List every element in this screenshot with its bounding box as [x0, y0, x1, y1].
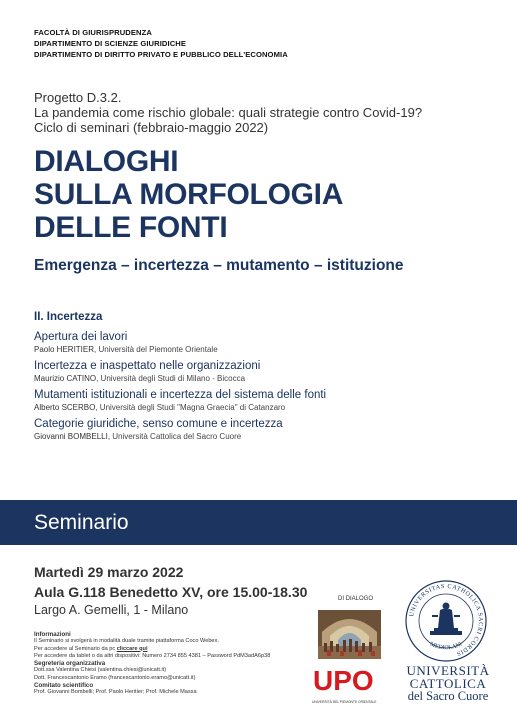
talk-title: Mutamenti istituzionali e incertezza del sistema delle fonti — [34, 389, 327, 401]
talk-speaker — [34, 431, 474, 442]
info-block — [34, 631, 314, 697]
upo-wordmark: UPO — [313, 665, 374, 693]
talk-speaker — [34, 344, 474, 355]
ucsc-line-2: CATTOLICA — [409, 676, 487, 691]
event-datetime — [34, 562, 307, 602]
talk-item — [34, 359, 474, 384]
secretariat-contact-2: Dott. Francescantonio Eramo (francescantonio.eramo@unicatt.it) — [34, 674, 196, 681]
event-date: Martedì 29 marzo 2022 — [34, 564, 184, 580]
event-room: Aula G.118 Benedetto XV, ore 15.00-18.30 — [34, 584, 308, 600]
section-heading: II. Incertezza — [34, 311, 103, 323]
talk-speaker — [34, 373, 474, 384]
department-line-2: DIPARTIMENTO DI DIRITTO PRIVATO E PUBBLICO DELL'ECONOMIA — [34, 50, 288, 59]
project-code: Progetto D.3.2. — [34, 90, 122, 105]
talk-list — [34, 328, 474, 446]
info-line-1: Il Seminario si svolgerà in modalità duale tramite piattaforma Coco Webex. — [34, 638, 219, 645]
talk-speaker — [34, 402, 474, 413]
upo-mark-icon — [312, 665, 380, 693]
ucsc-line-1: UNIVERSITÀ — [406, 663, 490, 678]
info-line-2 — [34, 646, 314, 653]
committee-heading: Comitato scientifico — [34, 682, 94, 690]
title-line-1: DIALOGHI — [34, 145, 179, 178]
svg-text:MEDIOLANI: MEDIOLANI — [428, 641, 464, 652]
speaker-institution: , Università degli Studi di Milano - Bicocca — [96, 374, 246, 383]
project-description — [34, 90, 422, 135]
speaker-institution: , Università del Piemonte Orientale — [94, 345, 218, 354]
secretariat-contact-1: Dott.ssa Valentina Chiesi (valentina.chiesi@unicatt.it) — [34, 667, 167, 674]
talk-title: Categorie giuridiche, senso comune e incertezza — [34, 418, 283, 430]
project-cycle: Ciclo di seminari (febbraio-maggio 2022) — [34, 120, 269, 135]
department-line-1: DIPARTIMENTO DI SCIENZE GIURIDICHE — [34, 39, 187, 48]
title-line-3: DELLE FONTI — [34, 211, 228, 244]
talk-title: Apertura dei lavori — [34, 331, 128, 343]
band-label: Seminario — [34, 511, 129, 534]
upo-logo — [312, 665, 380, 705]
info-line-2-prefix: Per accedere al Seminario da pc — [34, 645, 117, 652]
speaker-institution: , Università Cattolica del Sacro Cuore — [107, 432, 242, 441]
faculty-line: FACOLTÀ DI GIURISPRUDENZA — [34, 28, 152, 37]
upo-caption: UNIVERSITÀ DEL PIEMONTE ORIENTALE — [312, 700, 377, 704]
committee-members: Prof. Giovanni Bombelli; Prof. Paolo Heritier; Prof. Michele Massa — [34, 689, 197, 696]
info-line-3: Per accedere da tablet o da altri dispositivi: Numero 2734 855 4381 – Password PdM3adA6p38 — [34, 652, 271, 659]
talk-item — [34, 388, 474, 413]
project-topic: La pandemia come rischio globale: quali strategie contro Covid-19? — [34, 105, 423, 120]
school-of-athens-painting — [318, 610, 381, 659]
secretariat-heading: Segreteria organizzativa — [34, 660, 106, 668]
title-line-2: SULLA MORFOLOGIA — [34, 178, 344, 211]
speaker-institution: , Università degli Studi "Magna Graecia" di Catanzaro — [95, 403, 286, 412]
speaker-name: Giovanni BOMBELLI — [34, 432, 108, 441]
ucsc-name — [398, 664, 498, 703]
subtitle: Emergenza – incertezza – mutamento – istituzione — [34, 257, 404, 274]
talk-title: Incertezza e inaspettato nelle organizzazioni — [34, 360, 261, 372]
talk-item — [34, 330, 474, 355]
ucsc-line-3: del Sacro Cuore — [407, 689, 489, 703]
ucsc-seal-icon — [405, 580, 487, 662]
info-heading: Informazioni — [34, 631, 71, 638]
department-header — [34, 27, 288, 60]
speaker-name: Alberto SCERBO — [34, 403, 96, 412]
main-title — [34, 145, 343, 244]
talk-item — [34, 417, 474, 442]
svg-text:UNIVERSITAS CATHOLICA SACRI CO: UNIVERSITAS CATHOLICA SACRI CORDIS — [408, 582, 485, 658]
event-address: Largo A. Gemelli, 1 - Milano — [34, 603, 189, 617]
speaker-name: Maurizio CATINO — [34, 374, 97, 383]
dialoghi-logo-label: DI DIALOGO — [338, 596, 374, 602]
webex-link[interactable]: cliccare qui — [116, 645, 148, 652]
speaker-name: Paolo HERITIER — [34, 345, 95, 354]
